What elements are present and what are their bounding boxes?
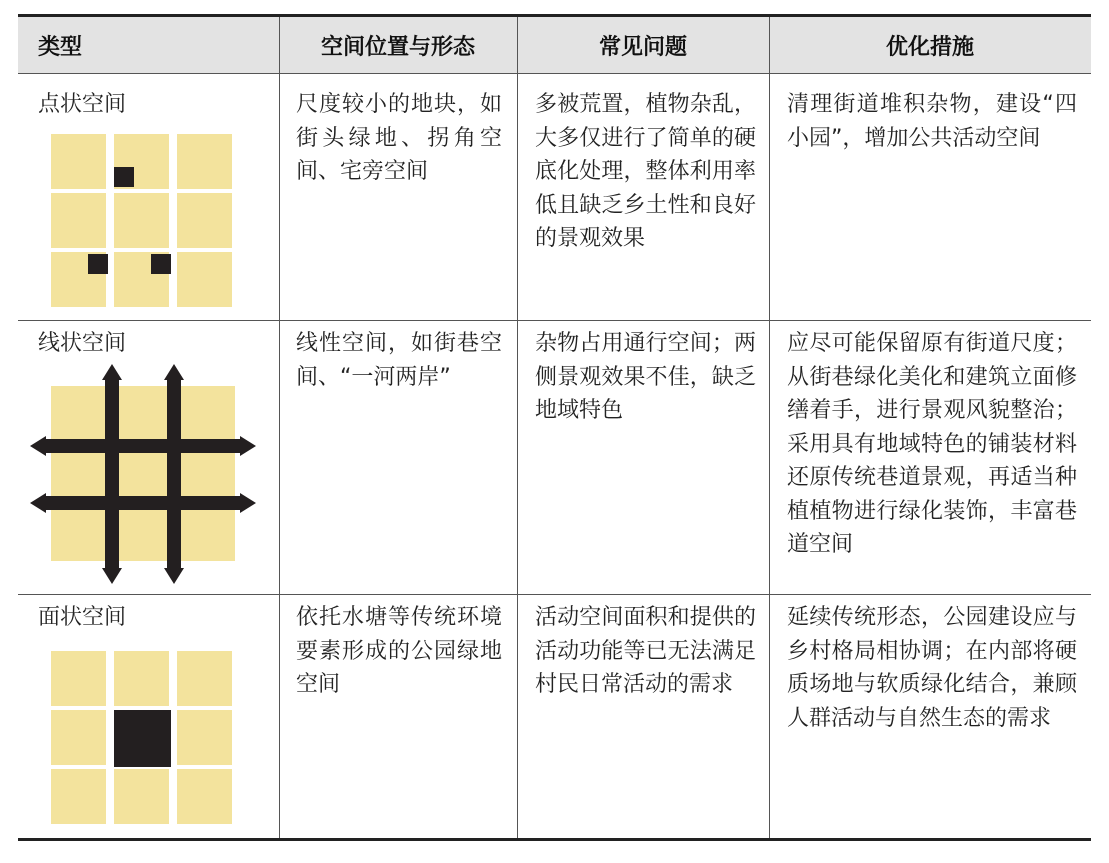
point-marker — [88, 254, 108, 274]
row-divider — [18, 320, 1091, 321]
grid-tile — [177, 769, 232, 824]
block-background — [51, 386, 235, 561]
row-location-text: 线性空间，如街巷空间、“一河两岸” — [296, 331, 502, 390]
table-bottom-rule — [18, 838, 1091, 841]
point-marker — [151, 254, 171, 274]
header-common-problems: 常见问题 — [598, 34, 687, 60]
grid-tile — [114, 769, 169, 824]
grid-tile — [114, 193, 169, 248]
column-divider — [279, 17, 280, 838]
area-block-marker — [114, 710, 171, 767]
row-type-label: 线状空间 — [38, 331, 127, 356]
grid-tile — [177, 710, 232, 765]
row-measures-text: 清理街道堆积杂物，建设“四小园”，增加公共活动空间 — [787, 92, 1077, 151]
linear-space-arrows-icon — [30, 364, 256, 584]
row-location-text: 尺度较小的地块，如街头绿地、拐角空间、宅旁空间 — [296, 92, 502, 184]
row-divider — [18, 594, 1091, 595]
area-space-grid-icon — [51, 651, 234, 824]
grid-tile — [177, 651, 232, 706]
header-type: 类型 — [38, 34, 83, 60]
grid-tile — [177, 252, 232, 307]
header-optimization: 优化措施 — [885, 34, 974, 60]
grid-tile — [177, 193, 232, 248]
row-measures-text: 应尽可能保留原有街道尺度；从街巷绿化美化和建筑立面修缮着手，进行景观风貌整治；采用具有地域特色的铺装材料还原传统巷道景观，再适当种植植物进行绿化装饰，丰富巷道空间 — [787, 331, 1077, 557]
grid-tile — [51, 193, 106, 248]
column-divider — [769, 17, 770, 838]
grid-tile — [114, 651, 169, 706]
grid-tile — [51, 769, 106, 824]
row-type-label: 点状空间 — [38, 92, 127, 117]
point-space-grid-icon — [51, 134, 234, 307]
grid-tile — [177, 134, 232, 189]
row-type-label: 面状空间 — [38, 605, 127, 630]
point-marker — [114, 167, 134, 187]
row-problems-text: 杂物占用通行空间；两侧景观效果不佳，缺乏地域特色 — [535, 331, 756, 423]
header-divider — [18, 73, 1091, 74]
row-measures-text: 延续传统形态，公园建设应与乡村格局相协调；在内部将硬质场地与软质绿化结合，兼顾人群活动与自然生态的需求 — [787, 605, 1077, 731]
header-location-form: 空间位置与形态 — [320, 34, 475, 60]
grid-tile — [51, 710, 106, 765]
column-divider — [517, 17, 518, 838]
row-problems-text: 多被荒置，植物杂乱，大多仅进行了简单的硬底化处理，整体利用率低且缺乏乡土性和良好的景观效果 — [535, 92, 756, 251]
row-location-text: 依托水塘等传统环境要素形成的公园绿地空间 — [296, 605, 502, 697]
row-problems-text: 活动空间面积和提供的活动功能等已无法满足村民日常活动的需求 — [535, 605, 756, 697]
grid-tile — [51, 651, 106, 706]
grid-tile — [51, 134, 106, 189]
